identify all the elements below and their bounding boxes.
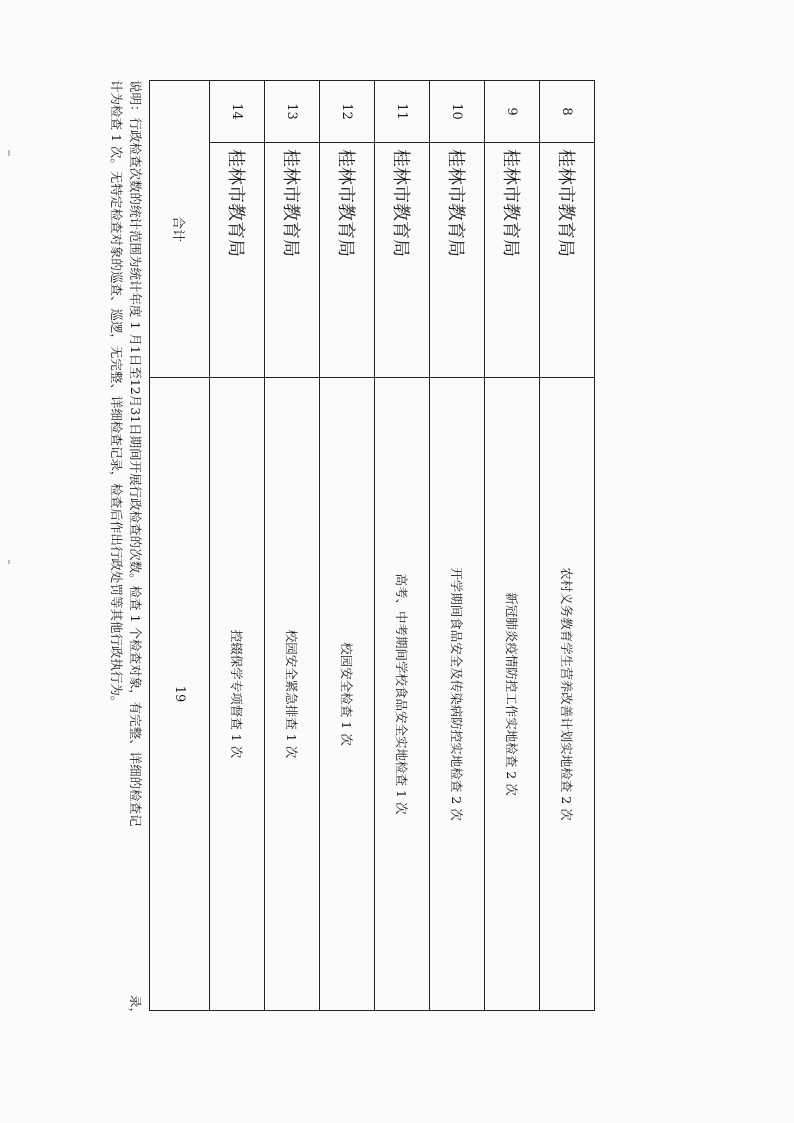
table-row	[210, 81, 265, 1011]
table-row	[320, 81, 375, 1011]
note-line-1: 说明：行政检查次数的统计范围为统计年度 1 月1日至12月31日期间开展行政检查的次数。检查 1 个检查对象，有完整、详细的检查记	[128, 80, 143, 827]
row-number: 13	[265, 81, 320, 143]
row-unit: 桂林市教育局	[265, 143, 320, 378]
row-detail: 新冠肺炎疫情防控工作实地检查 2 次	[485, 378, 540, 1011]
table-row	[540, 81, 595, 1011]
table-row	[265, 81, 320, 1011]
row-unit: 桂林市教育局	[540, 143, 595, 378]
row-detail: 农村义务教育学生营养改善计划实地检查 2 次	[540, 378, 595, 1011]
row-detail: 开学期间食品安全及传染病防控实地检查 2 次	[430, 378, 485, 1011]
row-detail: 控辍保学专项督查 1 次	[210, 378, 265, 1011]
total-value: 19	[150, 378, 210, 1011]
row-detail: 高考、中考期间学校食品安全实地检查 1 次	[375, 378, 430, 1011]
note-line-2: 计为检查 1 次。无特定检查对象的巡查、巡逻，无完整、详细检查记录，检查后作出行政处罚等其他行政执行为。	[109, 80, 124, 709]
row-unit: 桂林市教育局	[320, 143, 375, 378]
row-number: 14	[210, 81, 265, 143]
row-unit: 桂林市教育局	[210, 143, 265, 378]
rotated-content	[109, 80, 595, 1020]
inspection-table	[149, 80, 595, 1011]
row-number: 10	[430, 81, 485, 143]
row-detail: 校园安全检查 1 次	[320, 378, 375, 1011]
row-number: 11	[375, 81, 430, 143]
scan-mark	[8, 560, 10, 564]
row-number: 9	[485, 81, 540, 143]
row-unit: 桂林市教育局	[430, 143, 485, 378]
explanation-note	[107, 80, 145, 1020]
table-row	[485, 81, 540, 1011]
note-line-1-tail: 录，	[128, 994, 143, 1020]
total-row	[150, 81, 210, 1011]
scan-mark	[8, 150, 10, 156]
row-number: 12	[320, 81, 375, 143]
row-detail: 校园安全紧急排查 1 次	[265, 378, 320, 1011]
table-row	[430, 81, 485, 1011]
total-label: 合计	[150, 81, 210, 378]
row-number: 8	[540, 81, 595, 143]
row-unit: 桂林市教育局	[485, 143, 540, 378]
table-row	[375, 81, 430, 1011]
row-unit: 桂林市教育局	[375, 143, 430, 378]
